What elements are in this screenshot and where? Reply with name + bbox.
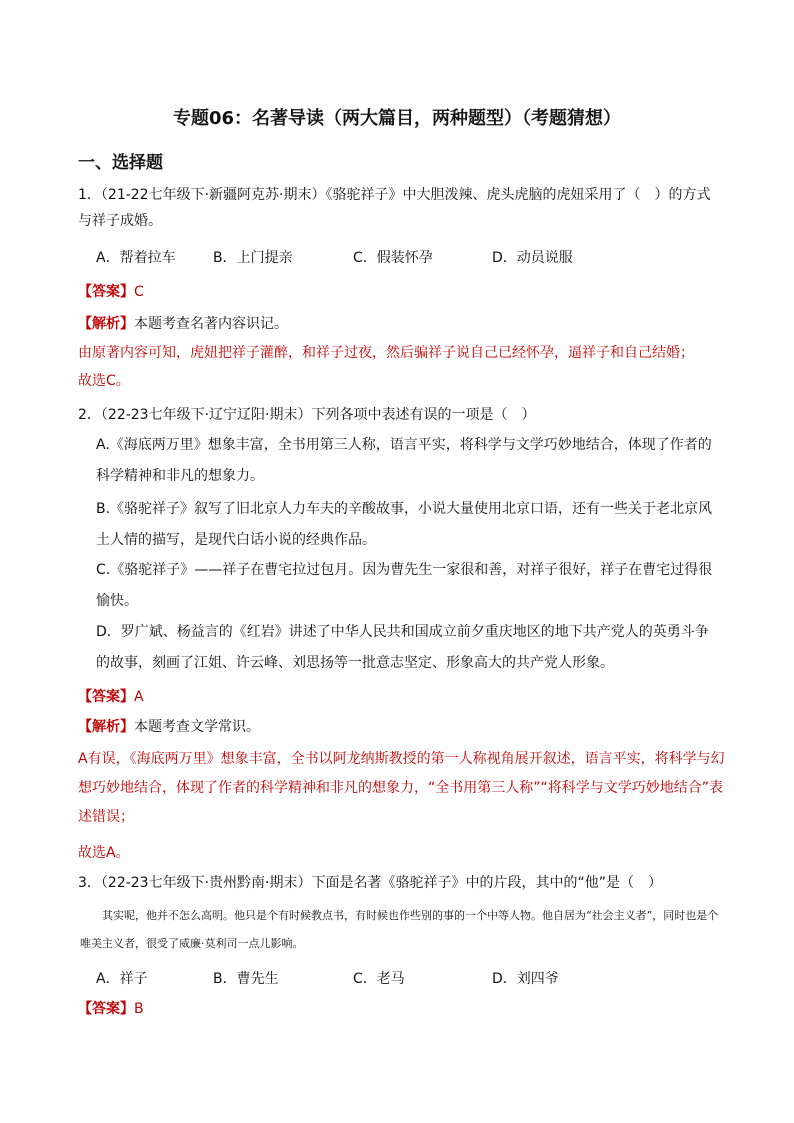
q1-answer: 【答案】C xyxy=(78,284,144,300)
q1-explanation: 由原著内容可知，虎妞把祥子灌醉，和祥子过夜，然后骗祥子说自己已经怀孕，逼祥子和自己结婚； xyxy=(78,345,694,361)
q2-conclusion: 故选A。 xyxy=(78,845,130,861)
question-1-stem: 1．（21-22七年级下·新疆阿克苏·期末）《骆驼祥子》中大胆泼辣、虎头虎脑的虎妞采用了（ ）的方式与祥子成婚。 xyxy=(78,187,711,229)
q1-option-b: B．上门提亲 xyxy=(213,250,293,266)
question-3-stem: 3．（22-23七年级下·贵州黔南·期末）下面是名著《骆驼祥子》中的片段，其中的“他”是（ ） xyxy=(78,875,662,891)
q3-answer: 【答案】B xyxy=(78,1001,144,1017)
q2-option-c: C.《骆驼祥子》——祥子在曹宅拉过包月。因为曹先生一家很和善，对祥子很好，祥子在曹宅过得很愉快。 xyxy=(96,562,713,609)
q2-analysis: 【解析】本题考查文学常识。 xyxy=(78,719,260,735)
q2-explanation: A有误，《海底两万里》想象丰富，全书以阿龙纳斯教授的第一人称视角展开叙述，语言平实，将科学与幻想巧妙地结合，体现了作者的科学精神和非凡的想象力，“全书用第三人称”“将科学与文学巧妙地结合”表述错误； xyxy=(78,751,725,825)
page-title: 专题06：名著导读（两大篇目，两种题型）（考题猜想） xyxy=(172,108,622,129)
q2-option-d: D．罗广斌、杨益言的《红岩》讲述了中华人民共和国成立前夕重庆地区的地下共产党人的英勇斗争的故事，刻画了江姐、许云峰、刘思扬等一批意志坚定、形象高大的共产党人形象。 xyxy=(96,624,709,671)
q3-quote: 其实呢，他并不怎么高明。他只是个有时候教点书，有时候也作些别的事的一个中等人物。他自居为“社会主义者”，同时也是个唯美主义者，很受了威廉·莫利司一点儿影响。 xyxy=(80,909,719,950)
q1-analysis: 【解析】本题考查名著内容识记。 xyxy=(78,316,288,332)
q2-answer: 【答案】A xyxy=(78,689,144,705)
q2-option-a: A.《海底两万里》想象丰富，全书用第三人称，语言平实，将科学与文学巧妙地结合，体现了作者的科学精神和非凡的想象力。 xyxy=(96,437,712,484)
q1-conclusion: 故选C。 xyxy=(78,373,130,389)
question-2-stem: 2．（22-23七年级下·辽宁辽阳·期末）下列各项中表述有误的一项是（ ） xyxy=(78,407,536,423)
q2-option-b: B.《骆驼祥子》叙写了旧北京人力车夫的辛酸故事，小说大量使用北京口语，还有一些关于老北京风土人情的描写，是现代白话小说的经典作品。 xyxy=(96,501,713,548)
q1-option-d: D．动员说服 xyxy=(492,250,573,266)
q1-option-a: A．帮着拉车 xyxy=(96,250,176,266)
section-heading: 一、选择题 xyxy=(78,153,163,173)
q3-option-d: D．刘四爷 xyxy=(492,971,559,987)
q3-option-a: A．祥子 xyxy=(96,971,148,987)
q3-option-c: C．老马 xyxy=(353,971,405,987)
q3-option-b: B．曹先生 xyxy=(213,971,279,987)
q1-option-c: C．假装怀孕 xyxy=(353,250,433,266)
